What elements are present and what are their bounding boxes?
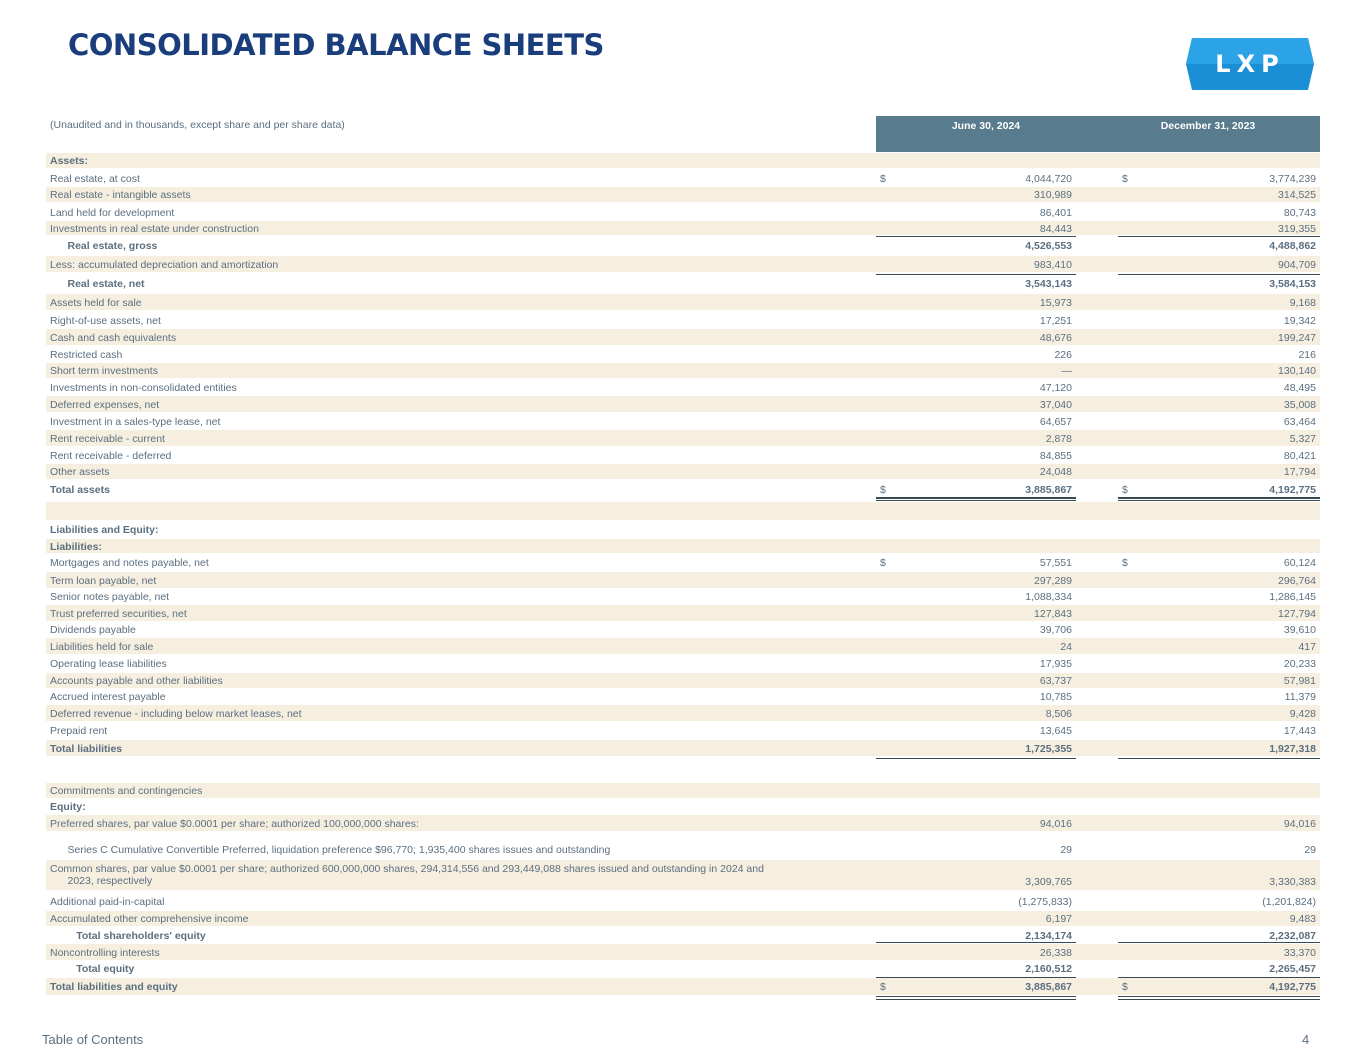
table-row	[46, 221, 1320, 235]
row-label: Rent receivable - current	[50, 432, 165, 445]
table-row	[46, 841, 1320, 857]
row-label: Accounts payable and other liabilities	[50, 675, 223, 687]
value-june-2024: 24,048	[1039, 466, 1072, 478]
table-row	[46, 153, 1320, 168]
value-dec-2023: 2,232,087	[1269, 929, 1316, 942]
row-label: Mortgages and notes payable, net	[50, 556, 209, 569]
value-june-2024: 3,885,867	[1025, 483, 1072, 496]
subtotal-rule	[1118, 942, 1320, 943]
table-row	[46, 187, 1320, 202]
value-june-2024: 17,935	[1039, 657, 1072, 670]
value-dec-2023: 17,794	[1283, 466, 1316, 478]
value-june-2024: 226	[1054, 349, 1072, 361]
row-label: Assets held for sale	[50, 296, 142, 309]
row-label: Investment in a sales-type lease, net	[50, 415, 221, 428]
value-dec-2023: 314,525	[1278, 189, 1316, 201]
value-dec-2023: 94,016	[1283, 817, 1316, 830]
table-row	[46, 205, 1320, 220]
table-row	[46, 572, 1320, 588]
currency-symbol: $	[1122, 981, 1128, 993]
row-label: Total assets	[50, 483, 110, 496]
table-row	[46, 927, 1320, 943]
row-label: Accumulated other comprehensive income	[50, 913, 249, 925]
table-row	[46, 673, 1320, 688]
row-label: Operating lease liabilities	[50, 657, 167, 670]
value-dec-2023: 35,008	[1283, 398, 1316, 411]
table-row	[46, 911, 1320, 926]
row-label: Investments in real estate under construction	[50, 222, 259, 235]
table-row	[46, 740, 1320, 756]
value-june-2024: 3,885,867	[1025, 981, 1072, 993]
value-june-2024: 10,785	[1039, 691, 1072, 703]
subtotal-rule	[876, 758, 1076, 759]
table-row	[46, 312, 1320, 328]
row-label: Additional paid-in-capital	[50, 895, 165, 908]
value-june-2024: 86,401	[1039, 207, 1072, 219]
value-dec-2023: 417	[1298, 640, 1316, 653]
table-row	[46, 502, 1320, 520]
row-label: Dividends payable	[50, 624, 136, 636]
value-dec-2023: 130,140	[1278, 365, 1316, 377]
value-june-2024: 8,506	[1045, 707, 1072, 720]
value-june-2024: 64,657	[1039, 415, 1072, 428]
value-june-2024: 2,160,512	[1025, 962, 1072, 975]
row-label: Liabilities held for sale	[50, 640, 154, 653]
value-june-2024: 4,526,553	[1025, 239, 1072, 252]
page-number: 4	[1302, 1032, 1310, 1047]
value-dec-2023: 319,355	[1278, 222, 1316, 235]
row-label: Right-of-use assets, net	[50, 314, 161, 327]
table-row	[46, 539, 1320, 553]
table-row	[46, 380, 1320, 395]
row-label: Senior notes payable, net	[50, 590, 170, 603]
row-label: Equity:	[50, 801, 86, 813]
row-label: Rent receivable - deferred	[50, 449, 172, 462]
subtotal-rule	[876, 977, 1076, 978]
table-row	[46, 655, 1320, 671]
table-row	[46, 329, 1320, 345]
value-dec-2023: 11,379	[1284, 691, 1316, 703]
value-june-2024: 2,878	[1045, 432, 1072, 445]
value-dec-2023: 2,265,457	[1269, 962, 1316, 975]
value-june-2024: 1,088,334	[1025, 590, 1072, 603]
table-row	[46, 430, 1320, 446]
value-june-2024: 84,443	[1039, 222, 1072, 235]
row-label: Common shares, par value $0.0001 per share; authorized 600,000,000 shares, 294,314,556 and 293,449,088 shares issued and outstanding in 2024 and 2023, respectively	[50, 863, 764, 887]
value-june-2024: 63,737	[1039, 675, 1072, 687]
row-label: Cash and cash equivalents	[50, 331, 177, 344]
value-june-2024: 37,040	[1039, 398, 1072, 411]
value-dec-2023: 904,709	[1278, 258, 1316, 271]
row-label: Real estate, net	[50, 277, 145, 290]
value-dec-2023: 60,124	[1283, 556, 1316, 569]
table-row	[46, 464, 1320, 479]
total-double-rule	[876, 996, 1076, 1000]
value-dec-2023: (1,201,824)	[1262, 895, 1316, 908]
value-dec-2023: 33,370	[1283, 946, 1316, 959]
value-june-2024: 47,120	[1039, 382, 1072, 394]
table-row	[46, 893, 1320, 909]
row-label: Restricted cash	[50, 349, 123, 361]
page-title: CONSOLIDATED BALANCE SHEETS	[68, 28, 604, 62]
value-june-2024: 127,843	[1034, 607, 1072, 620]
table-row	[46, 815, 1320, 831]
row-label: Accrued interest payable	[50, 691, 166, 703]
row-label: Term loan payable, net	[50, 574, 157, 587]
row-label: Deferred revenue - including below market leases, net	[50, 707, 302, 720]
row-label: Total shareholders' equity	[50, 929, 206, 942]
logo-text: LXP	[1215, 50, 1285, 78]
row-label: Total equity	[50, 962, 135, 975]
table-row	[46, 638, 1320, 654]
total-double-rule	[1118, 497, 1320, 501]
value-june-2024: 48,676	[1039, 331, 1072, 344]
value-june-2024: 39,706	[1039, 624, 1072, 636]
value-june-2024: 4,044,720	[1025, 173, 1072, 185]
value-dec-2023: 4,192,775	[1269, 483, 1316, 496]
table-row	[46, 256, 1320, 272]
table-row	[46, 944, 1320, 960]
value-dec-2023: 9,428	[1289, 707, 1316, 720]
row-label: Real estate - intangible assets	[50, 189, 191, 201]
value-dec-2023: 19,342	[1283, 314, 1316, 327]
table-row	[46, 522, 1320, 537]
table-row	[46, 413, 1320, 429]
value-june-2024: 29	[1060, 843, 1072, 856]
value-dec-2023: 3,774,239	[1269, 173, 1316, 185]
table-row	[46, 799, 1320, 814]
table-row	[46, 347, 1320, 362]
row-label: Commitments and contingencies	[50, 785, 203, 797]
value-june-2024: 297,289	[1034, 574, 1072, 587]
value-june-2024: 3,309,765	[1025, 876, 1072, 888]
value-dec-2023: 3,584,153	[1269, 277, 1316, 290]
value-dec-2023: 63,464	[1283, 415, 1316, 428]
value-dec-2023: 80,421	[1283, 449, 1316, 462]
row-label: Prepaid rent	[50, 724, 108, 737]
currency-symbol: $	[880, 556, 886, 569]
value-dec-2023: 216	[1298, 349, 1316, 361]
subtotal-rule	[1118, 274, 1320, 275]
value-june-2024: 6,197	[1045, 913, 1072, 925]
table-row	[46, 588, 1320, 604]
table-row	[46, 978, 1320, 995]
table-row	[46, 447, 1320, 463]
table-row	[46, 722, 1320, 738]
value-dec-2023: 39,610	[1283, 624, 1316, 636]
subtotal-rule	[1118, 236, 1320, 237]
value-dec-2023: 9,483	[1289, 913, 1316, 925]
value-dec-2023: 17,443	[1283, 724, 1316, 737]
value-june-2024: 3,543,143	[1025, 277, 1072, 290]
row-label: Trust preferred securities, net	[50, 607, 187, 620]
value-dec-2023: 48,495	[1283, 382, 1316, 394]
value-june-2024: —	[1061, 365, 1072, 377]
value-dec-2023: 80,743	[1283, 207, 1316, 219]
value-june-2024: 310,989	[1034, 189, 1072, 201]
table-row	[46, 363, 1320, 378]
column-header-dec-2023: December 31, 2023	[1096, 116, 1320, 152]
table-row	[46, 275, 1320, 291]
table-row	[46, 860, 1320, 890]
subtotal-rule	[876, 274, 1076, 275]
currency-symbol: $	[880, 173, 886, 185]
total-double-rule	[1118, 996, 1320, 1000]
value-june-2024: 2,134,174	[1025, 929, 1072, 942]
value-june-2024: 983,410	[1034, 258, 1072, 271]
value-dec-2023: 4,192,775	[1269, 981, 1316, 993]
value-june-2024: 94,016	[1039, 817, 1072, 830]
value-dec-2023: 29	[1304, 843, 1316, 856]
table-row	[46, 689, 1320, 704]
value-dec-2023: 1,927,318	[1269, 742, 1316, 755]
row-label: Assets:	[50, 155, 88, 167]
table-row	[46, 960, 1320, 976]
value-june-2024: 13,645	[1039, 724, 1072, 737]
table-of-contents-link[interactable]: Table of Contents	[42, 1032, 144, 1047]
value-dec-2023: 9,168	[1289, 296, 1316, 309]
subtotal-rule	[876, 236, 1076, 237]
value-dec-2023: 199,247	[1278, 331, 1316, 344]
row-label: Total liabilities	[50, 742, 123, 755]
table-row	[46, 171, 1320, 186]
table-row	[46, 705, 1320, 721]
currency-symbol: $	[1122, 173, 1128, 185]
column-header-june-2024: June 30, 2024	[876, 116, 1096, 152]
table-row	[46, 481, 1320, 497]
value-june-2024: 1,725,355	[1025, 742, 1072, 755]
table-row	[46, 237, 1320, 253]
total-double-rule	[876, 497, 1076, 501]
value-june-2024: 24	[1060, 640, 1072, 653]
value-june-2024: 57,551	[1039, 556, 1072, 569]
row-label: Less: accumulated depreciation and amortization	[50, 258, 279, 271]
value-june-2024: 15,973	[1039, 296, 1072, 309]
row-label: Series C Cumulative Convertible Preferred, liquidation preference $96,770; 1,935,400 shares issues and outstanding	[50, 843, 611, 856]
table-caption: (Unaudited and in thousands, except share and per share data)	[50, 119, 345, 131]
table-row	[46, 605, 1320, 621]
currency-symbol: $	[1122, 483, 1128, 496]
value-dec-2023: 127,794	[1278, 607, 1316, 620]
value-dec-2023: 5,327	[1289, 432, 1316, 445]
subtotal-rule	[876, 942, 1076, 943]
value-dec-2023: 3,330,383	[1269, 876, 1316, 888]
row-label: Deferred expenses, net	[50, 398, 160, 411]
row-label: Noncontrolling interests	[50, 946, 160, 959]
value-dec-2023: 1,286,145	[1269, 590, 1316, 603]
row-label: Liabilities:	[50, 540, 102, 553]
row-label: Investments in non-consolidated entities	[50, 382, 237, 394]
value-june-2024: 84,855	[1039, 449, 1072, 462]
row-label: Preferred shares, par value $0.0001 per share; authorized 100,000,000 shares:	[50, 817, 419, 830]
value-dec-2023: 4,488,862	[1269, 239, 1316, 252]
value-dec-2023: 296,764	[1278, 574, 1316, 587]
row-label: Liabilities and Equity:	[50, 524, 159, 536]
row-label: Other assets	[50, 466, 110, 478]
table-row	[46, 554, 1320, 570]
table-row	[46, 294, 1320, 310]
row-label: Total liabilities and equity	[50, 981, 178, 993]
currency-symbol: $	[880, 483, 886, 496]
subtotal-rule	[1118, 977, 1320, 978]
row-label: Short term investments	[50, 365, 158, 377]
currency-symbol: $	[1122, 556, 1128, 569]
value-dec-2023: 57,981	[1283, 675, 1316, 687]
value-dec-2023: 20,233	[1283, 657, 1316, 670]
value-june-2024: 26,338	[1039, 946, 1072, 959]
row-label: Real estate, gross	[50, 239, 158, 252]
value-june-2024: (1,275,833)	[1018, 895, 1072, 908]
row-label: Land held for development	[50, 207, 175, 219]
subtotal-rule	[1118, 758, 1320, 759]
table-row	[46, 622, 1320, 637]
table-row	[46, 396, 1320, 412]
table-row	[46, 783, 1320, 798]
value-june-2024: 17,251	[1039, 314, 1072, 327]
currency-symbol: $	[880, 981, 886, 993]
row-label: Real estate, at cost	[50, 173, 140, 185]
